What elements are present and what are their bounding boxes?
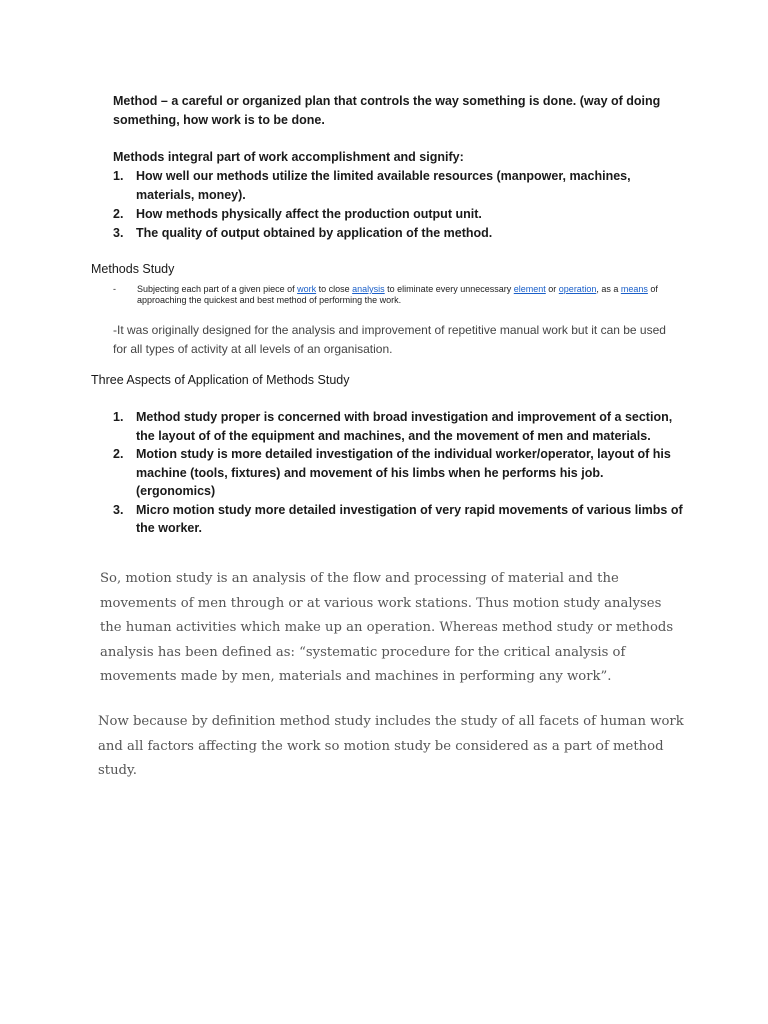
list-item (113, 205, 683, 224)
bullet-text-part: Subjecting each part of a given piece of (137, 284, 298, 294)
link-operation[interactable]: operation (558, 284, 597, 294)
list-item (113, 167, 683, 205)
methods-study-heading: Methods Study (91, 262, 175, 276)
three-aspects-list (113, 408, 683, 538)
list-item-number: 1. (113, 169, 124, 183)
bullet-text-part: to close (316, 284, 353, 294)
motion-study-paragraph: So, motion study is an analysis of the flow and processing of material and the movements of men through or at various work stations. Thus motion study analyses the human activities which make up an operation. Whereas method study or methods analysis has been defined as: “systematic procedure for the critical analysis of movements made by men, materials and machines in performing any work”. (100, 571, 674, 684)
list-item-text: How methods physically affect the production output unit. (136, 207, 482, 221)
integral-intro: Methods integral part of work accomplishment and signify: (113, 150, 464, 164)
bullet-text-part: or (545, 284, 559, 294)
list-item-text: The quality of output obtained by application of the method. (136, 226, 493, 240)
list-item-number: 2. (113, 447, 124, 461)
list-item-number: 3. (113, 226, 124, 240)
bullet-text-part: , as a (596, 284, 621, 294)
list-item-number: 1. (113, 410, 124, 424)
list-item (113, 501, 683, 538)
list-item (113, 445, 683, 501)
list-item-number: 3. (113, 502, 124, 517)
integral-section (113, 148, 683, 243)
integral-list (113, 167, 683, 243)
link-work[interactable]: work (297, 284, 317, 294)
list-item-text: Method study proper is concerned with broad investigation and improvement of a section, the layout of of the equipment and machines, and the movement of men and materials. (136, 410, 673, 443)
list-item (113, 408, 683, 445)
link-analysis[interactable]: analysis (352, 284, 385, 294)
bullet-dash: - (113, 284, 116, 294)
link-means[interactable]: means (620, 284, 648, 294)
bullet-text (113, 284, 673, 306)
three-aspects-heading: Three Aspects of Application of Methods Study (91, 373, 350, 387)
bullet-text-part: of approaching the quickest and best method of performing the work. (137, 284, 658, 305)
list-item-number: 2. (113, 207, 124, 221)
list-item-text: Motion study is more detailed investigation of the individual worker/operator, layout of his machine (tools, fixtures) and movement of his limbs when he performs his job. (ergonomics) (136, 447, 671, 498)
link-element[interactable]: element (513, 284, 546, 294)
list-item-text: How well our methods utilize the limited available resources (manpower, machines, materials, money). (136, 169, 631, 202)
method-definition: Method – a careful or organized plan that controls the way something is done. (way of doing something, how work is to be done. (113, 94, 661, 127)
list-item (113, 224, 683, 243)
bullet-text-part: to eliminate every unnecessary (384, 284, 514, 294)
list-item-text: Micro motion study more detailed investigation of very rapid movements of various limbs of the worker. (136, 502, 683, 535)
conclusion-paragraph: Now because by definition method study includes the study of all facets of human work and all factors affecting the work so motion study be considered as a part of method study. (98, 714, 684, 778)
methods-study-note: -It was originally designed for the analysis and improvement of repetitive manual work but it can be used for all types of activity at all levels of an organisation. (113, 323, 666, 356)
methods-study-bullet (113, 284, 673, 306)
